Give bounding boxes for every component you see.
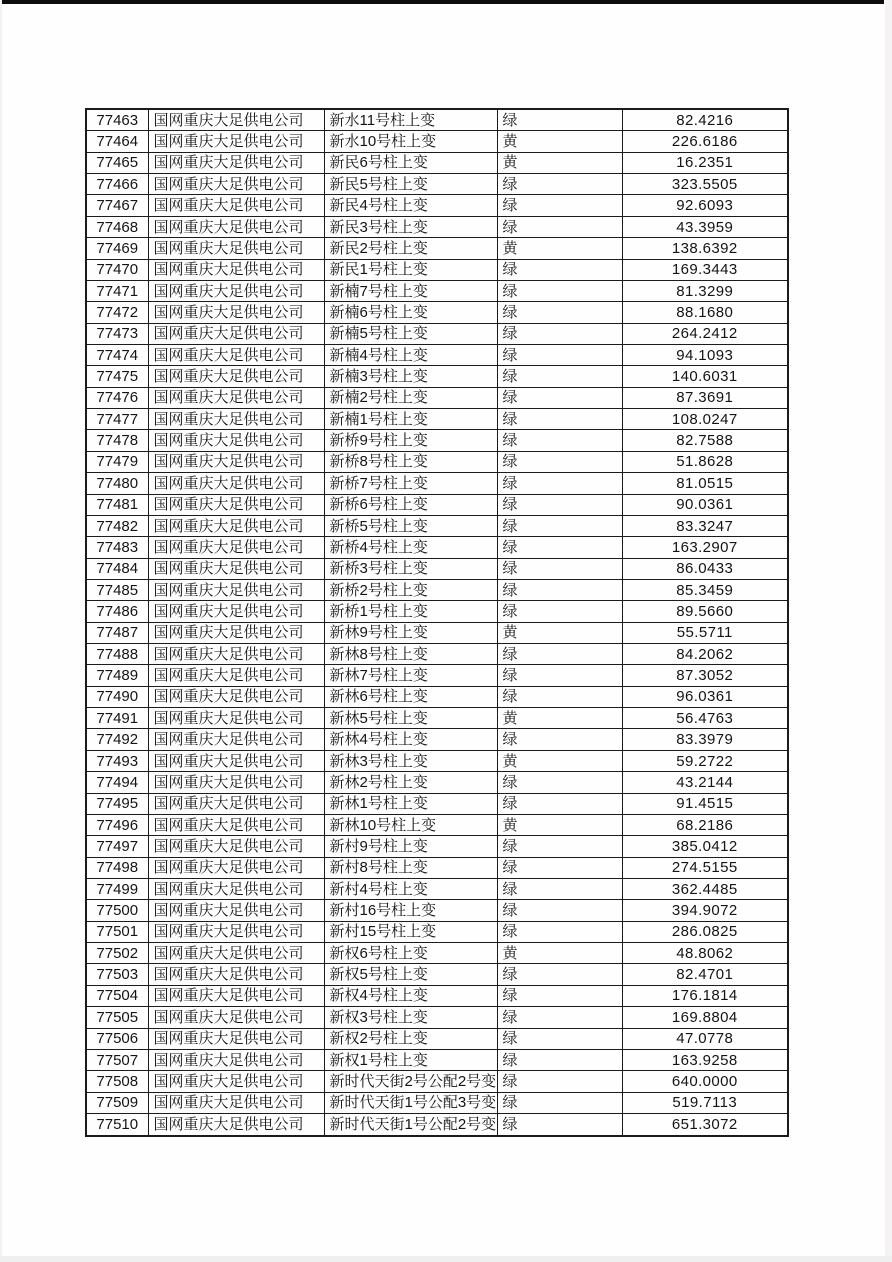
cell-value: 87.3691: [622, 387, 788, 408]
cell-company: 国网重庆大足供电公司: [148, 131, 324, 152]
cell-status: 绿: [497, 323, 622, 344]
cell-status: 黄: [497, 750, 622, 771]
cell-status: 绿: [497, 430, 622, 451]
cell-row-id: 77483: [86, 537, 148, 558]
table-row: [86, 601, 788, 622]
cell-company: 国网重庆大足供电公司: [148, 772, 324, 793]
cell-company: 国网重庆大足供电公司: [148, 814, 324, 835]
cell-company: 国网重庆大足供电公司: [148, 109, 324, 131]
cell-status: 绿: [497, 494, 622, 515]
table-row: [86, 708, 788, 729]
cell-device-name: 新民6号柱上变: [324, 152, 497, 173]
cell-device-name: 新村9号柱上变: [324, 836, 497, 857]
cell-device-name: 新楠3号柱上变: [324, 366, 497, 387]
table-row: [86, 323, 788, 344]
cell-company: 国网重庆大足供电公司: [148, 708, 324, 729]
cell-status: 绿: [497, 537, 622, 558]
cell-device-name: 新权2号柱上变: [324, 1028, 497, 1049]
cell-value: 84.2062: [622, 644, 788, 665]
cell-status: 绿: [497, 366, 622, 387]
cell-device-name: 新林5号柱上变: [324, 708, 497, 729]
cell-value: 90.0361: [622, 494, 788, 515]
cell-device-name: 新楠2号柱上变: [324, 387, 497, 408]
cell-status: 绿: [497, 772, 622, 793]
cell-status: 绿: [497, 1028, 622, 1049]
cell-row-id: 77510: [86, 1113, 148, 1136]
cell-device-name: 新楠1号柱上变: [324, 409, 497, 430]
table-row: [86, 878, 788, 899]
table-row: [86, 1028, 788, 1049]
cell-row-id: 77489: [86, 665, 148, 686]
cell-device-name: 新楠5号柱上变: [324, 323, 497, 344]
cell-company: 国网重庆大足供电公司: [148, 409, 324, 430]
cell-status: 绿: [497, 665, 622, 686]
cell-row-id: 77478: [86, 430, 148, 451]
table-row: [86, 109, 788, 131]
cell-device-name: 新桥7号柱上变: [324, 473, 497, 494]
cell-device-name: 新林2号柱上变: [324, 772, 497, 793]
cell-row-id: 77484: [86, 558, 148, 579]
cell-company: 国网重庆大足供电公司: [148, 836, 324, 857]
table-body: [86, 109, 788, 1136]
cell-value: 81.3299: [622, 280, 788, 301]
cell-value: 56.4763: [622, 708, 788, 729]
cell-status: 绿: [497, 451, 622, 472]
cell-device-name: 新村8号柱上变: [324, 857, 497, 878]
cell-status: 绿: [497, 921, 622, 942]
cell-company: 国网重庆大足供电公司: [148, 686, 324, 707]
cell-row-id: 77499: [86, 878, 148, 899]
cell-company: 国网重庆大足供电公司: [148, 259, 324, 280]
cell-row-id: 77481: [86, 494, 148, 515]
cell-company: 国网重庆大足供电公司: [148, 430, 324, 451]
cell-company: 国网重庆大足供电公司: [148, 366, 324, 387]
cell-value: 274.5155: [622, 857, 788, 878]
cell-device-name: 新民4号柱上变: [324, 195, 497, 216]
cell-value: 82.4216: [622, 109, 788, 131]
cell-value: 169.3443: [622, 259, 788, 280]
table-row: [86, 793, 788, 814]
cell-company: 国网重庆大足供电公司: [148, 622, 324, 643]
cell-row-id: 77496: [86, 814, 148, 835]
cell-status: 绿: [497, 174, 622, 195]
table-row: [86, 302, 788, 323]
cell-row-id: 77477: [86, 409, 148, 430]
cell-company: 国网重庆大足供电公司: [148, 750, 324, 771]
table-row: [86, 515, 788, 536]
table-row: [86, 152, 788, 173]
cell-company: 国网重庆大足供电公司: [148, 579, 324, 600]
cell-company: 国网重庆大足供电公司: [148, 1028, 324, 1049]
cell-value: 16.2351: [622, 152, 788, 173]
table-row: [86, 665, 788, 686]
cell-value: 362.4485: [622, 878, 788, 899]
cell-device-name: 新林9号柱上变: [324, 622, 497, 643]
cell-company: 国网重庆大足供电公司: [148, 943, 324, 964]
cell-value: 51.8628: [622, 451, 788, 472]
cell-company: 国网重庆大足供电公司: [148, 216, 324, 237]
cell-status: 绿: [497, 195, 622, 216]
cell-status: 绿: [497, 409, 622, 430]
cell-value: 138.6392: [622, 238, 788, 259]
page-top-border: [2, 0, 884, 4]
cell-status: 绿: [497, 579, 622, 600]
cell-row-id: 77465: [86, 152, 148, 173]
cell-status: 绿: [497, 1049, 622, 1070]
table-row: [86, 195, 788, 216]
cell-row-id: 77508: [86, 1071, 148, 1092]
cell-company: 国网重庆大足供电公司: [148, 878, 324, 899]
table-row: [86, 814, 788, 835]
cell-status: 黄: [497, 131, 622, 152]
cell-company: 国网重庆大足供电公司: [148, 644, 324, 665]
cell-company: 国网重庆大足供电公司: [148, 857, 324, 878]
cell-row-id: 77502: [86, 943, 148, 964]
cell-row-id: 77491: [86, 708, 148, 729]
cell-status: 黄: [497, 943, 622, 964]
cell-company: 国网重庆大足供电公司: [148, 323, 324, 344]
table-row: [86, 772, 788, 793]
cell-company: 国网重庆大足供电公司: [148, 729, 324, 750]
cell-row-id: 77480: [86, 473, 148, 494]
cell-value: 286.0825: [622, 921, 788, 942]
cell-value: 83.3247: [622, 515, 788, 536]
cell-device-name: 新权3号柱上变: [324, 1007, 497, 1028]
cell-company: 国网重庆大足供电公司: [148, 238, 324, 259]
cell-status: 绿: [497, 878, 622, 899]
cell-status: 绿: [497, 345, 622, 366]
table-row: [86, 1113, 788, 1136]
table-row: [86, 729, 788, 750]
cell-company: 国网重庆大足供电公司: [148, 601, 324, 622]
cell-row-id: 77482: [86, 515, 148, 536]
cell-device-name: 新林10号柱上变: [324, 814, 497, 835]
cell-row-id: 77474: [86, 345, 148, 366]
cell-device-name: 新水10号柱上变: [324, 131, 497, 152]
table-row: [86, 216, 788, 237]
cell-device-name: 新桥8号柱上变: [324, 451, 497, 472]
cell-value: 82.7588: [622, 430, 788, 451]
cell-status: 黄: [497, 708, 622, 729]
cell-device-name: 新桥1号柱上变: [324, 601, 497, 622]
cell-row-id: 77495: [86, 793, 148, 814]
cell-status: 黄: [497, 622, 622, 643]
cell-row-id: 77509: [86, 1092, 148, 1113]
cell-status: 绿: [497, 900, 622, 921]
cell-company: 国网重庆大足供电公司: [148, 473, 324, 494]
table-row: [86, 558, 788, 579]
cell-row-id: 77468: [86, 216, 148, 237]
cell-device-name: 新林4号柱上变: [324, 729, 497, 750]
cell-company: 国网重庆大足供电公司: [148, 174, 324, 195]
table-row: [86, 1071, 788, 1092]
cell-status: 绿: [497, 857, 622, 878]
cell-value: 394.9072: [622, 900, 788, 921]
cell-company: 国网重庆大足供电公司: [148, 195, 324, 216]
cell-row-id: 77486: [86, 601, 148, 622]
table-row: [86, 622, 788, 643]
cell-row-id: 77488: [86, 644, 148, 665]
cell-value: 640.0000: [622, 1071, 788, 1092]
cell-status: 绿: [497, 964, 622, 985]
table-row: [86, 985, 788, 1006]
cell-status: 绿: [497, 601, 622, 622]
cell-device-name: 新桥2号柱上变: [324, 579, 497, 600]
cell-device-name: 新时代天街2号公配2号变: [324, 1071, 497, 1092]
cell-status: 绿: [497, 1071, 622, 1092]
cell-row-id: 77463: [86, 109, 148, 131]
cell-company: 国网重庆大足供电公司: [148, 1113, 324, 1136]
cell-row-id: 77494: [86, 772, 148, 793]
table-row: [86, 430, 788, 451]
cell-status: 绿: [497, 216, 622, 237]
cell-value: 47.0778: [622, 1028, 788, 1049]
cell-status: 黄: [497, 238, 622, 259]
cell-company: 国网重庆大足供电公司: [148, 302, 324, 323]
cell-row-id: 77470: [86, 259, 148, 280]
cell-row-id: 77471: [86, 280, 148, 301]
cell-value: 92.6093: [622, 195, 788, 216]
page-right-edge: [885, 0, 892, 1262]
cell-value: 226.6186: [622, 131, 788, 152]
table-row: [86, 900, 788, 921]
cell-row-id: 77469: [86, 238, 148, 259]
table-row: [86, 537, 788, 558]
cell-device-name: 新民2号柱上变: [324, 238, 497, 259]
cell-row-id: 77503: [86, 964, 148, 985]
table-row: [86, 1049, 788, 1070]
cell-value: 85.3459: [622, 579, 788, 600]
cell-device-name: 新村16号柱上变: [324, 900, 497, 921]
cell-device-name: 新权4号柱上变: [324, 985, 497, 1006]
cell-status: 绿: [497, 109, 622, 131]
cell-row-id: 77464: [86, 131, 148, 152]
cell-value: 176.1814: [622, 985, 788, 1006]
cell-status: 绿: [497, 387, 622, 408]
cell-status: 绿: [497, 259, 622, 280]
cell-device-name: 新村4号柱上变: [324, 878, 497, 899]
cell-row-id: 77497: [86, 836, 148, 857]
cell-value: 140.6031: [622, 366, 788, 387]
cell-value: 68.2186: [622, 814, 788, 835]
cell-row-id: 77475: [86, 366, 148, 387]
table-row: [86, 750, 788, 771]
table-row: [86, 579, 788, 600]
page-left-edge: [0, 0, 2, 1262]
cell-company: 国网重庆大足供电公司: [148, 152, 324, 173]
cell-device-name: 新权1号柱上变: [324, 1049, 497, 1070]
cell-company: 国网重庆大足供电公司: [148, 985, 324, 1006]
table-row: [86, 259, 788, 280]
table-row: [86, 1007, 788, 1028]
cell-device-name: 新林8号柱上变: [324, 644, 497, 665]
cell-value: 59.2722: [622, 750, 788, 771]
table-row: [86, 131, 788, 152]
cell-row-id: 77466: [86, 174, 148, 195]
table-row: [86, 280, 788, 301]
cell-company: 国网重庆大足供电公司: [148, 1071, 324, 1092]
cell-row-id: 77485: [86, 579, 148, 600]
cell-value: 385.0412: [622, 836, 788, 857]
cell-device-name: 新民3号柱上变: [324, 216, 497, 237]
cell-status: 绿: [497, 1092, 622, 1113]
cell-device-name: 新村15号柱上变: [324, 921, 497, 942]
table-row: [86, 943, 788, 964]
table-row: [86, 345, 788, 366]
cell-company: 国网重庆大足供电公司: [148, 387, 324, 408]
cell-status: 绿: [497, 1113, 622, 1136]
cell-device-name: 新水11号柱上变: [324, 109, 497, 131]
cell-status: 黄: [497, 152, 622, 173]
cell-value: 651.3072: [622, 1113, 788, 1136]
cell-company: 国网重庆大足供电公司: [148, 537, 324, 558]
cell-row-id: 77500: [86, 900, 148, 921]
table-row: [86, 366, 788, 387]
table-row: [86, 964, 788, 985]
cell-status: 绿: [497, 836, 622, 857]
table-row: [86, 857, 788, 878]
cell-status: 黄: [497, 814, 622, 835]
cell-device-name: 新桥6号柱上变: [324, 494, 497, 515]
table-row: [86, 238, 788, 259]
cell-value: 89.5660: [622, 601, 788, 622]
cell-company: 国网重庆大足供电公司: [148, 793, 324, 814]
table-row: [86, 686, 788, 707]
cell-company: 国网重庆大足供电公司: [148, 558, 324, 579]
cell-value: 48.8062: [622, 943, 788, 964]
cell-company: 国网重庆大足供电公司: [148, 494, 324, 515]
cell-status: 绿: [497, 515, 622, 536]
cell-company: 国网重庆大足供电公司: [148, 1007, 324, 1028]
cell-company: 国网重庆大足供电公司: [148, 515, 324, 536]
cell-value: 86.0433: [622, 558, 788, 579]
cell-row-id: 77487: [86, 622, 148, 643]
cell-value: 108.0247: [622, 409, 788, 430]
cell-value: 83.3979: [622, 729, 788, 750]
cell-row-id: 77473: [86, 323, 148, 344]
cell-company: 国网重庆大足供电公司: [148, 451, 324, 472]
cell-status: 绿: [497, 473, 622, 494]
cell-company: 国网重庆大足供电公司: [148, 1092, 324, 1113]
cell-device-name: 新桥9号柱上变: [324, 430, 497, 451]
table-row: [86, 921, 788, 942]
cell-device-name: 新桥3号柱上变: [324, 558, 497, 579]
cell-value: 43.2144: [622, 772, 788, 793]
cell-row-id: 77472: [86, 302, 148, 323]
cell-device-name: 新林1号柱上变: [324, 793, 497, 814]
cell-value: 88.1680: [622, 302, 788, 323]
cell-row-id: 77501: [86, 921, 148, 942]
cell-value: 163.2907: [622, 537, 788, 558]
cell-device-name: 新民5号柱上变: [324, 174, 497, 195]
cell-row-id: 77467: [86, 195, 148, 216]
cell-row-id: 77479: [86, 451, 148, 472]
cell-status: 绿: [497, 985, 622, 1006]
cell-company: 国网重庆大足供电公司: [148, 964, 324, 985]
table-row: [86, 1092, 788, 1113]
cell-row-id: 77490: [86, 686, 148, 707]
cell-value: 43.3959: [622, 216, 788, 237]
cell-status: 绿: [497, 280, 622, 301]
cell-value: 169.8804: [622, 1007, 788, 1028]
cell-value: 87.3052: [622, 665, 788, 686]
cell-value: 55.5711: [622, 622, 788, 643]
cell-value: 82.4701: [622, 964, 788, 985]
cell-company: 国网重庆大足供电公司: [148, 921, 324, 942]
cell-device-name: 新楠7号柱上变: [324, 280, 497, 301]
cell-device-name: 新林7号柱上变: [324, 665, 497, 686]
cell-device-name: 新桥4号柱上变: [324, 537, 497, 558]
cell-row-id: 77492: [86, 729, 148, 750]
cell-value: 163.9258: [622, 1049, 788, 1070]
cell-device-name: 新民1号柱上变: [324, 259, 497, 280]
cell-status: 绿: [497, 558, 622, 579]
cell-status: 绿: [497, 793, 622, 814]
cell-company: 国网重庆大足供电公司: [148, 900, 324, 921]
cell-row-id: 77493: [86, 750, 148, 771]
cell-device-name: 新时代天街1号公配2号变: [324, 1113, 497, 1136]
table-row: [86, 409, 788, 430]
table-row: [86, 473, 788, 494]
cell-company: 国网重庆大足供电公司: [148, 665, 324, 686]
cell-company: 国网重庆大足供电公司: [148, 1049, 324, 1070]
cell-value: 264.2412: [622, 323, 788, 344]
cell-value: 519.7113: [622, 1092, 788, 1113]
cell-row-id: 77498: [86, 857, 148, 878]
cell-device-name: 新楠6号柱上变: [324, 302, 497, 323]
table-row: [86, 494, 788, 515]
cell-row-id: 77507: [86, 1049, 148, 1070]
table-row: [86, 451, 788, 472]
cell-device-name: 新桥5号柱上变: [324, 515, 497, 536]
cell-device-name: 新权5号柱上变: [324, 964, 497, 985]
transformer-data-table: [85, 108, 789, 1137]
cell-device-name: 新林3号柱上变: [324, 750, 497, 771]
table-row: [86, 174, 788, 195]
page-bottom-edge: [0, 1256, 892, 1262]
cell-device-name: 新时代天街1号公配3号变: [324, 1092, 497, 1113]
cell-value: 91.4515: [622, 793, 788, 814]
cell-device-name: 新林6号柱上变: [324, 686, 497, 707]
cell-value: 81.0515: [622, 473, 788, 494]
cell-row-id: 77506: [86, 1028, 148, 1049]
cell-status: 绿: [497, 644, 622, 665]
cell-status: 绿: [497, 302, 622, 323]
cell-row-id: 77504: [86, 985, 148, 1006]
cell-company: 国网重庆大足供电公司: [148, 280, 324, 301]
table-row: [86, 836, 788, 857]
cell-status: 绿: [497, 1007, 622, 1028]
cell-value: 96.0361: [622, 686, 788, 707]
cell-value: 94.1093: [622, 345, 788, 366]
table-row: [86, 387, 788, 408]
cell-device-name: 新楠4号柱上变: [324, 345, 497, 366]
cell-status: 绿: [497, 729, 622, 750]
table-row: [86, 644, 788, 665]
cell-company: 国网重庆大足供电公司: [148, 345, 324, 366]
cell-status: 绿: [497, 686, 622, 707]
cell-row-id: 77476: [86, 387, 148, 408]
cell-row-id: 77505: [86, 1007, 148, 1028]
cell-device-name: 新权6号柱上变: [324, 943, 497, 964]
cell-value: 323.5505: [622, 174, 788, 195]
